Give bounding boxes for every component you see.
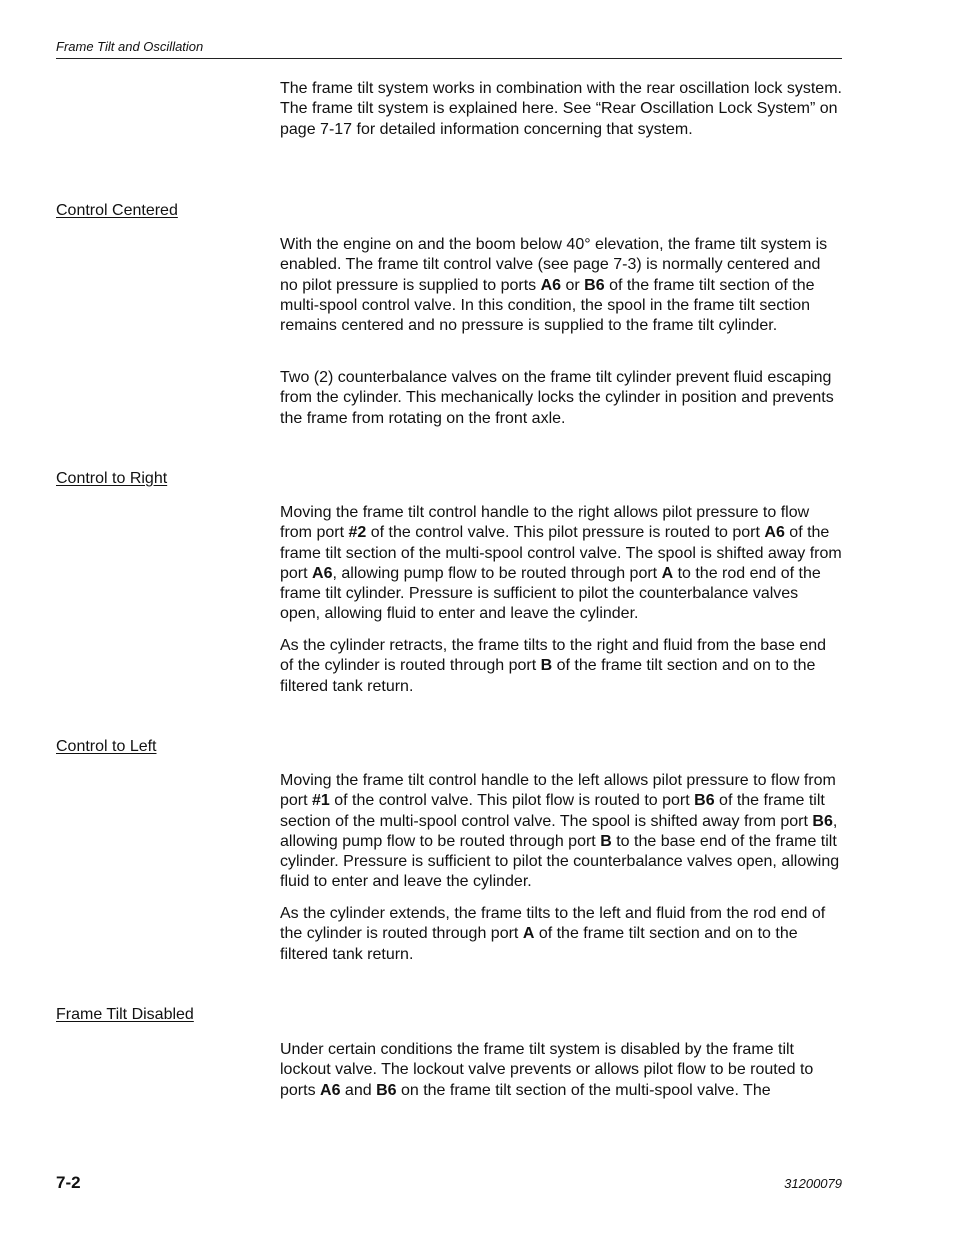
paragraph-control-left-1: Moving the frame tilt control handle to the left allows pilot pressure to flow from port #1 of the control valve. This pilot flow is routed to port B6 of the frame tilt section of the multi-spool control valve. The spool is shifted away from port B6, allowing pump flow to be routed through port B to the base end of the frame tilt cylinder. Pressure is sufficient to pilot the counterbalance valves open, allowing fluid to enter and leave the cylinder. [280, 772, 840, 891]
heading-control-to-left: Control to Left [56, 738, 157, 755]
paragraph-control-right-1: Moving the frame tilt control handle to the right allows pilot pressure to flow from port #2 of the control valve. This pilot pressure is routed to port A6 of the frame tilt section of the multi-spool control valve. The spool is shifted away from port A6, allowing pump flow to be routed through port A to the rod end of the frame tilt cylinder. Pressure is sufficient to pilot the counterbalance valves open, allowing fluid to enter and leave the cylinder. [280, 504, 842, 623]
port-label: B6 [694, 792, 715, 810]
port-label: B [600, 832, 612, 850]
port-label: #2 [348, 524, 367, 542]
header-title: Frame Tilt and Oscillation [56, 39, 204, 54]
document-number: 31200079 [784, 1176, 842, 1191]
intro-paragraph: The frame tilt system works in combination with the rear oscillation lock system. The frame tilt system is explained here. See “Rear Oscillation Lock System” on page 7-17 for detailed information concerning that system. [280, 80, 842, 138]
port-label: B [540, 657, 553, 675]
port-label: A6 [764, 524, 785, 542]
port-label: B6 [376, 1081, 397, 1099]
port-label: A6 [312, 564, 333, 582]
paragraph-control-left-2: As the cylinder extends, the frame tilts to the left and fluid from the rod end of the cylinder is routed through port A of the frame tilt section and on to the filtered tank return. [280, 905, 826, 963]
heading-control-centered: Control Centered [56, 202, 178, 219]
port-label: B6 [812, 812, 833, 830]
port-label: #1 [312, 792, 330, 810]
heading-frame-tilt-disabled: Frame Tilt Disabled [56, 1006, 194, 1023]
paragraph-control-centered-1: With the engine on and the boom below 40° elevation, the frame tilt system is enabled. The frame tilt control valve (see page 7-3) is normally centered and no pilot pressure is supplied to ports A6 or B6 of the frame tilt section of the multi-spool control valve. In this condition, the spool in the frame tilt section remains centered and no pressure is supplied to the frame tilt cylinder. [280, 236, 828, 335]
page-header [56, 38, 842, 59]
heading-control-to-right: Control to Right [56, 470, 168, 487]
port-label: A6 [540, 276, 562, 294]
paragraph-frame-tilt-disabled-1: Under certain conditions the frame tilt system is disabled by the frame tilt lockout valve. The lockout valve prevents or allows pilot flow to be routed to ports A6 and B6 on the frame tilt section of the multi-spool valve. The [280, 1041, 814, 1099]
port-label: B6 [584, 276, 605, 294]
port-label: A6 [320, 1081, 341, 1099]
paragraph-control-centered-2: Two (2) counterbalance valves on the frame tilt cylinder prevent fluid escaping from the cylinder. This mechanically locks the cylinder in position and prevents the frame from rotating on the front axle. [280, 369, 834, 427]
page-number: 7-2 [56, 1173, 81, 1192]
port-label: A [661, 564, 674, 582]
port-label: A [522, 925, 535, 943]
paragraph-control-right-2: As the cylinder retracts, the frame tilts to the right and fluid from the base end of the cylinder is routed through port B of the frame tilt section and on to the filtered tank return. [280, 637, 827, 695]
